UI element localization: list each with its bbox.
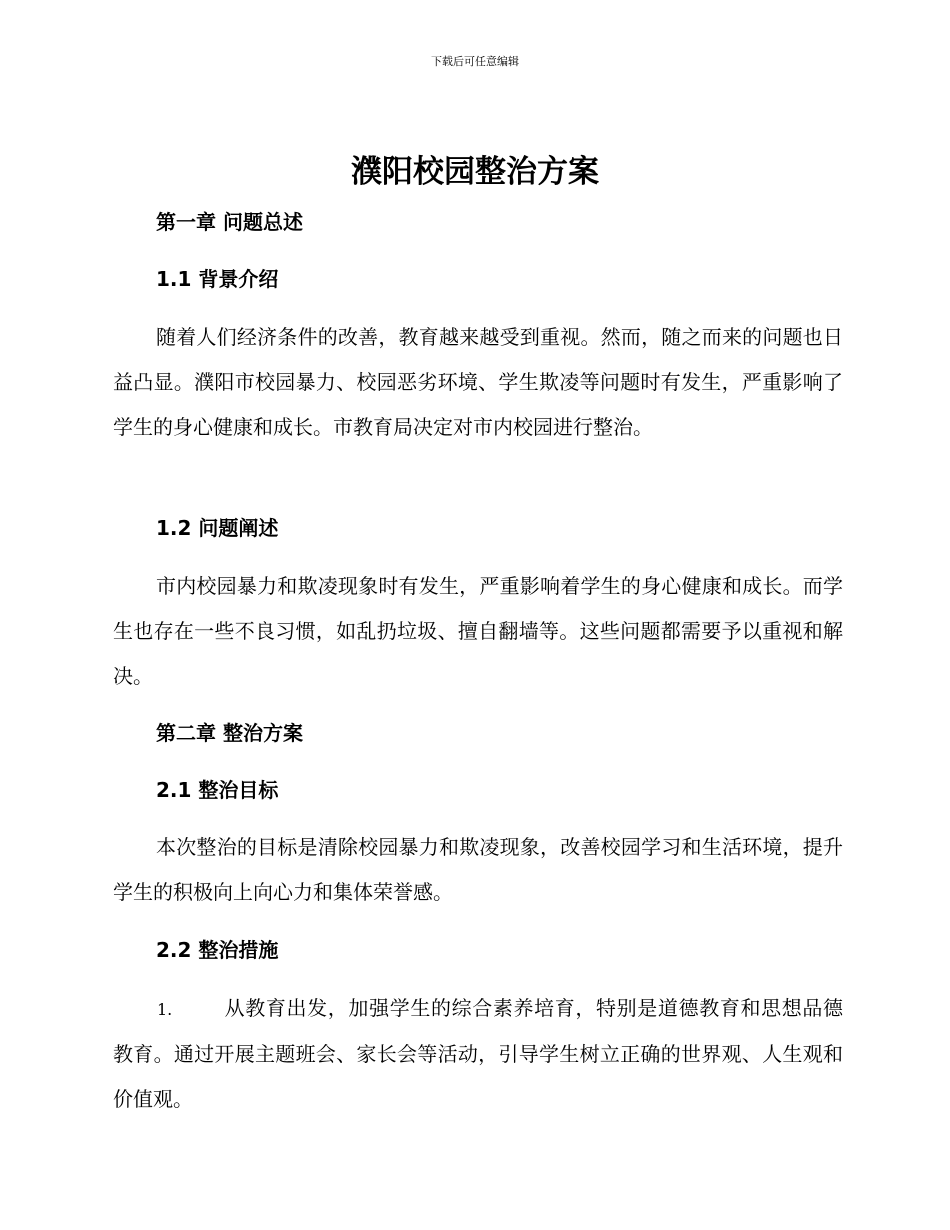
list-item <box>113 986 843 1122</box>
list-item-text: 从教育出发，加强学生的综合素养培育，特别是道德教育和思想品德教育。通过开展主题班会、家长会等活动，引导学生树立正确的世界观、人生观和价值观。 <box>113 996 843 1111</box>
page-header: 下载后可任意编辑 <box>431 55 519 68</box>
document-title: 濮阳校园整治方案 <box>351 154 599 190</box>
chapter-1-heading: 第一章 问题总述 <box>156 210 303 234</box>
section-1-1-heading: 1.1 背景介绍 <box>156 267 279 291</box>
section-2-1-paragraph: 本次整治的目标是清除校园暴力和欺凌现象，改善校园学习和生活环境，提升学生的积极向上向心力和集体荣誉感。 <box>113 835 843 904</box>
chapter-2-heading: 第二章 整治方案 <box>156 721 303 745</box>
section-1-2-paragraph: 市内校园暴力和欺凌现象时有发生，严重影响着学生的身心健康和成长。而学生也存在一些不良习惯，如乱扔垃圾、擅自翻墙等。这些问题都需要予以重视和解决。 <box>113 574 843 688</box>
section-1-1-paragraph: 随着人们经济条件的改善，教育越来越受到重视。然而，随之而来的问题也日益凸显。濮阳市校园暴力、校园恶劣环境、学生欺凌等问题时有发生，严重影响了学生的身心健康和成长。市教育局决定对市内校园进行整治。 <box>113 325 843 439</box>
section-2-1-heading: 2.1 整治目标 <box>156 778 279 802</box>
section-2-2-heading: 2.2 整治措施 <box>156 938 279 962</box>
section-1-2-heading: 1.2 问题阐述 <box>156 516 279 540</box>
list-item-number: 1. <box>157 1000 173 1019</box>
